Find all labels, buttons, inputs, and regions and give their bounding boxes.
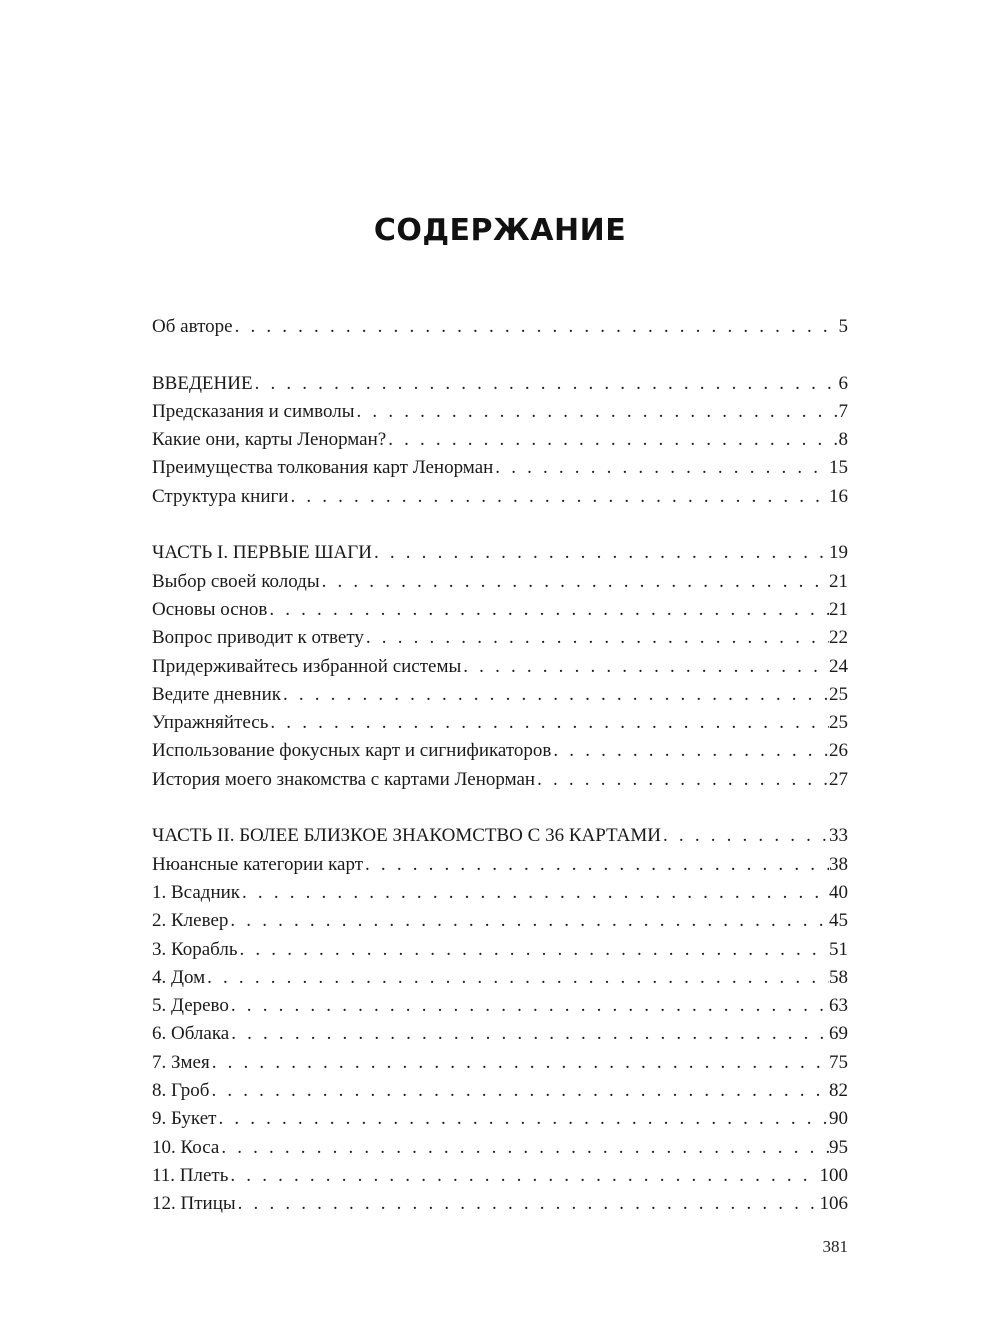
toc-entry-page: 33 bbox=[829, 825, 848, 847]
dot-leader bbox=[386, 426, 838, 454]
toc-entry bbox=[152, 907, 848, 935]
toc-entry-title: Упражняйтесь bbox=[152, 712, 269, 734]
toc-entry-page: 51 bbox=[829, 938, 848, 960]
toc-entry bbox=[152, 1049, 848, 1077]
toc-entry bbox=[152, 596, 848, 624]
toc-entry bbox=[152, 568, 848, 596]
toc-entry-title: Ведите дневник bbox=[152, 683, 281, 705]
toc-entry-title: 12. Птицы bbox=[152, 1193, 236, 1215]
toc-entry bbox=[152, 1105, 848, 1133]
page-title: СОДЕРЖАНИЕ bbox=[373, 213, 627, 248]
dot-leader bbox=[229, 992, 829, 1020]
dot-leader bbox=[661, 822, 829, 850]
toc-entry bbox=[152, 1020, 848, 1048]
toc-entry bbox=[152, 936, 848, 964]
toc-entry-title: 2. Клевер bbox=[152, 910, 229, 932]
toc-entry-title: 9. Букет bbox=[152, 1108, 217, 1130]
toc-entry-page: 100 bbox=[819, 1164, 848, 1186]
toc-entry-page: 27 bbox=[829, 768, 848, 790]
toc-entry bbox=[152, 879, 848, 907]
toc-entry-title: Основы основ bbox=[152, 598, 268, 620]
toc-section bbox=[152, 370, 848, 511]
toc-entry-page: 45 bbox=[829, 910, 848, 932]
page-number: 381 bbox=[822, 1237, 848, 1256]
toc-entry-page: 7 bbox=[838, 400, 848, 422]
dot-leader bbox=[551, 737, 829, 765]
dot-leader bbox=[253, 370, 839, 398]
toc-entry-title: 1. Всадник bbox=[152, 881, 241, 903]
toc-entry-title: 7. Змея bbox=[152, 1051, 210, 1073]
toc-entry-title: Нюансные категории карт bbox=[152, 853, 364, 875]
toc-entry bbox=[152, 822, 848, 850]
toc-entry bbox=[152, 964, 848, 992]
dot-leader bbox=[320, 568, 829, 596]
toc-entry bbox=[152, 624, 848, 652]
dot-leader bbox=[219, 1134, 829, 1162]
dot-leader bbox=[267, 596, 829, 624]
toc-entry-title: Вопрос приводит к ответу bbox=[152, 627, 364, 649]
dot-leader bbox=[493, 454, 829, 482]
dot-leader bbox=[228, 907, 829, 935]
toc-entry-page: 22 bbox=[829, 627, 848, 649]
toc-section bbox=[152, 539, 848, 794]
dot-leader bbox=[236, 1190, 820, 1218]
toc-entry bbox=[152, 653, 848, 681]
toc-entry bbox=[152, 851, 848, 879]
dot-leader bbox=[238, 936, 830, 964]
toc-entry-title: Использование фокусных карт и сигнификаторов bbox=[152, 740, 552, 762]
dot-leader bbox=[364, 624, 829, 652]
dot-leader bbox=[240, 879, 829, 907]
toc-entry-page: 16 bbox=[829, 485, 848, 507]
toc-entry bbox=[152, 398, 848, 426]
toc-entry-title: 3. Корабль bbox=[152, 938, 238, 960]
toc-entry-title: Какие они, карты Ленорман? bbox=[152, 429, 387, 451]
toc-entry-title: 10. Коса bbox=[152, 1136, 220, 1158]
toc-entry-title: Структура книги bbox=[152, 485, 289, 507]
toc-entry-title: Придерживайтесь избранной системы bbox=[152, 655, 462, 677]
toc-section bbox=[152, 313, 848, 341]
toc-entry-title: 5. Дерево bbox=[152, 995, 229, 1017]
toc-entry bbox=[152, 483, 848, 511]
toc-entry bbox=[152, 1190, 848, 1218]
toc-entry-title: ЧАСТЬ I. ПЕРВЫЕ ШАГИ bbox=[152, 542, 372, 564]
table-of-contents bbox=[152, 313, 848, 1219]
toc-entry-page: 26 bbox=[829, 740, 848, 762]
toc-entry-page: 8 bbox=[838, 429, 848, 451]
dot-leader bbox=[535, 766, 829, 794]
toc-entry-page: 106 bbox=[819, 1193, 848, 1215]
toc-entry-page: 25 bbox=[829, 712, 848, 734]
toc-entry bbox=[152, 709, 848, 737]
toc-entry bbox=[152, 992, 848, 1020]
dot-leader bbox=[288, 483, 829, 511]
toc-entry-title: Выбор своей колоды bbox=[152, 570, 320, 592]
toc-entry bbox=[152, 539, 848, 567]
dot-leader bbox=[461, 653, 829, 681]
toc-entry-page: 63 bbox=[829, 995, 848, 1017]
toc-entry bbox=[152, 681, 848, 709]
toc-entry-title: 4. Дом bbox=[152, 966, 206, 988]
toc-entry-page: 58 bbox=[829, 966, 848, 988]
toc-entry-page: 24 bbox=[829, 655, 848, 677]
toc-entry bbox=[152, 1077, 848, 1105]
toc-entry-page: 69 bbox=[829, 1023, 848, 1045]
toc-entry-title: История моего знакомства с картами Ленорман bbox=[152, 768, 536, 790]
toc-entry-page: 40 bbox=[829, 881, 848, 903]
dot-leader bbox=[210, 1049, 829, 1077]
dot-leader bbox=[228, 1162, 819, 1190]
toc-entry bbox=[152, 370, 848, 398]
toc-entry-title: ЧАСТЬ II. БОЛЕЕ БЛИЗКОЕ ЗНАКОМСТВО С 36 КАРТАМИ bbox=[152, 825, 662, 847]
toc-entry-title: 6. Облака bbox=[152, 1023, 230, 1045]
toc-section bbox=[152, 822, 848, 1218]
toc-entry bbox=[152, 313, 848, 341]
toc-entry-page: 21 bbox=[829, 570, 848, 592]
dot-leader bbox=[281, 681, 829, 709]
toc-entry bbox=[152, 1162, 848, 1190]
dot-leader bbox=[355, 398, 839, 426]
toc-entry-page: 19 bbox=[829, 542, 848, 564]
dot-leader bbox=[229, 1020, 829, 1048]
toc-entry bbox=[152, 426, 848, 454]
dot-leader bbox=[268, 709, 829, 737]
toc-entry-title: 8. Гроб bbox=[152, 1080, 210, 1102]
toc-entry-page: 38 bbox=[829, 853, 848, 875]
toc-entry-title: Об авторе bbox=[152, 316, 233, 337]
toc-entry-title: Предсказания и символы bbox=[152, 400, 355, 422]
toc-entry bbox=[152, 454, 848, 482]
dot-leader bbox=[372, 539, 829, 567]
toc-entry-page: 5 bbox=[838, 316, 848, 337]
dot-leader bbox=[363, 851, 829, 879]
dot-leader bbox=[233, 313, 839, 341]
toc-entry-page: 15 bbox=[829, 457, 848, 479]
toc-entry-page: 21 bbox=[829, 598, 848, 620]
toc-entry bbox=[152, 766, 848, 794]
dot-leader bbox=[209, 1077, 829, 1105]
dot-leader bbox=[216, 1105, 829, 1133]
dot-leader bbox=[205, 964, 829, 992]
toc-entry-title: 11. Плеть bbox=[152, 1164, 229, 1186]
toc-entry-page: 90 bbox=[829, 1108, 848, 1130]
toc-entry-page: 75 bbox=[829, 1051, 848, 1073]
toc-entry-page: 6 bbox=[838, 372, 848, 394]
toc-entry-title: Преимущества толкования карт Ленорман bbox=[152, 457, 494, 479]
toc-entry-page: 25 bbox=[829, 683, 848, 705]
toc-entry-page: 95 bbox=[829, 1136, 848, 1158]
toc-entry bbox=[152, 737, 848, 765]
toc-entry-title: ВВЕДЕНИЕ bbox=[152, 372, 253, 394]
toc-entry bbox=[152, 1134, 848, 1162]
toc-entry-page: 82 bbox=[829, 1080, 848, 1102]
